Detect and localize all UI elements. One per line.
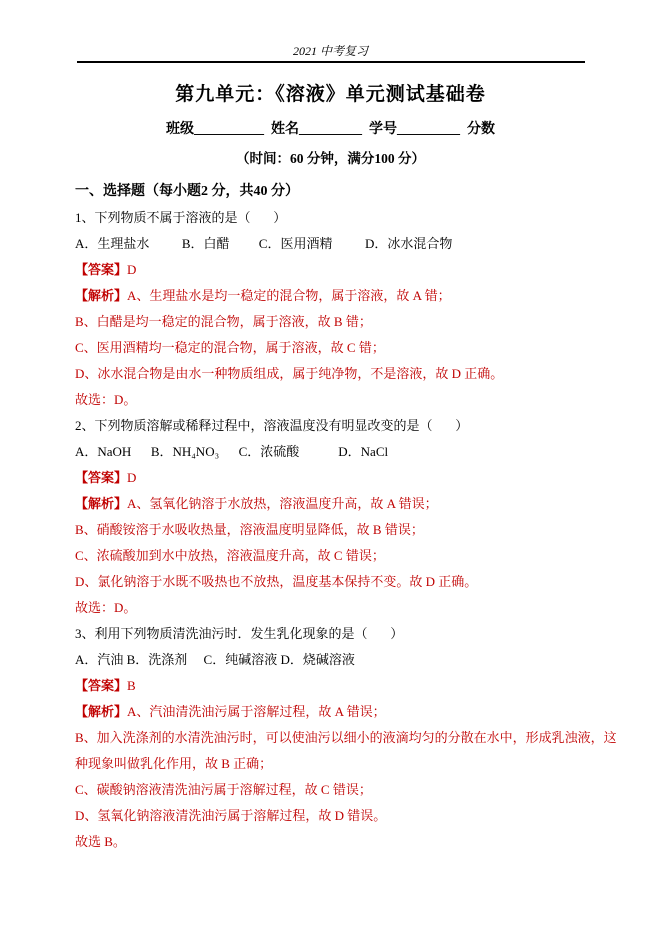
answer-label: 【答案】 bbox=[75, 470, 128, 485]
question-stem: 3、利用下列物质清洗油污时．发生乳化现象的是（ ） bbox=[75, 626, 404, 641]
paper-title: 第九单元：《溶液》单元测试基础卷 bbox=[175, 84, 486, 105]
analysis-line: D、氢氧化钠溶液清洗油污属于溶解过程，故 D 错误。 bbox=[75, 808, 387, 823]
answer-label: 【答案】 bbox=[75, 678, 128, 693]
conclusion-line: 故选：D。 bbox=[75, 392, 137, 407]
analysis-line: B、硝酸铵溶于水吸收热量，溶液温度明显降低，故 B 错误； bbox=[75, 522, 424, 537]
question-stem: 2、下列物质溶解或稀释过程中，溶液温度没有明显改变的是（ ） bbox=[75, 418, 469, 433]
time-score-line: （时间：60 分钟，满分100 分） bbox=[236, 151, 425, 166]
answer-value: D bbox=[127, 470, 137, 485]
question-2 bbox=[75, 413, 621, 621]
conclusion-line: 故选 B。 bbox=[75, 834, 126, 849]
answer-line bbox=[75, 465, 621, 491]
answer-value: D bbox=[127, 262, 137, 277]
analysis-line: C、浓硫酸加到水中放热，溶液温度升高，故 C 错误； bbox=[75, 548, 385, 563]
answer-label: 【答案】 bbox=[75, 262, 128, 277]
paper-body bbox=[75, 179, 621, 855]
analysis-text: A、生理盐水是均一稳定的混合物，属于溶液，故 A 错； bbox=[127, 288, 451, 303]
analysis-label: 【解析】 bbox=[75, 496, 128, 511]
conclusion-line: 故选：D。 bbox=[75, 600, 137, 615]
analysis-text: A、汽油清洗油污属于溶解过程，故 A 错误； bbox=[127, 704, 386, 719]
question-1 bbox=[75, 205, 621, 413]
analysis-line: B、白醋是均一稳定的混合物，属于溶液，故 B 错； bbox=[75, 314, 372, 329]
analysis-text: A、氢氧化钠溶于水放热，溶液温度升高，故 A 错误； bbox=[127, 496, 438, 511]
analysis-line: B、加入洗涤剂的水清洗油污时，可以使油污以细小的液滴均匀的分散在水中，形成乳浊液，这种现象叫做乳化作用，故 B 正确； bbox=[75, 730, 617, 771]
page-header-tag: 2021 中考复习 bbox=[292, 44, 368, 58]
answer-line bbox=[75, 257, 621, 283]
question-stem: 1、下列物质不属于溶液的是（ ） bbox=[75, 210, 287, 225]
analysis-line bbox=[75, 699, 621, 725]
student-info-line: 班级__________ 姓名_________ 学号_________ 分数 bbox=[166, 122, 495, 137]
analysis-line: C、医用酒精均一稳定的混合物，属于溶液，故 C 错； bbox=[75, 340, 385, 355]
answer-line bbox=[75, 673, 621, 699]
question-options: A．生理盐水 B．白醋 C．医用酒精 D．冰水混合物 bbox=[75, 236, 453, 251]
section-heading: 一、选择题（每小题2 分，共40 分） bbox=[75, 184, 299, 199]
header-rule bbox=[77, 61, 585, 63]
analysis-line: C、碳酸钠溶液清洗油污属于溶解过程，故 C 错误； bbox=[75, 782, 372, 797]
analysis-label: 【解析】 bbox=[75, 704, 128, 719]
question-3 bbox=[75, 621, 621, 855]
answer-value: B bbox=[127, 678, 136, 693]
analysis-line bbox=[75, 283, 621, 309]
question-options: A．NaOH B．NH₄NO₃ C．浓硫酸 D．NaCl bbox=[75, 444, 389, 459]
analysis-line: D、氯化钠溶于水既不吸热也不放热，温度基本保持不变。故 D 正确。 bbox=[75, 574, 478, 589]
analysis-label: 【解析】 bbox=[75, 288, 128, 303]
analysis-line: D、冰水混合物是由水一种物质组成，属于纯净物，不是溶液，故 D 正确。 bbox=[75, 366, 504, 381]
question-options: A．汽油 B．洗涤剂 C．纯碱溶液 D．烧碱溶液 bbox=[75, 652, 355, 667]
analysis-line bbox=[75, 491, 621, 517]
